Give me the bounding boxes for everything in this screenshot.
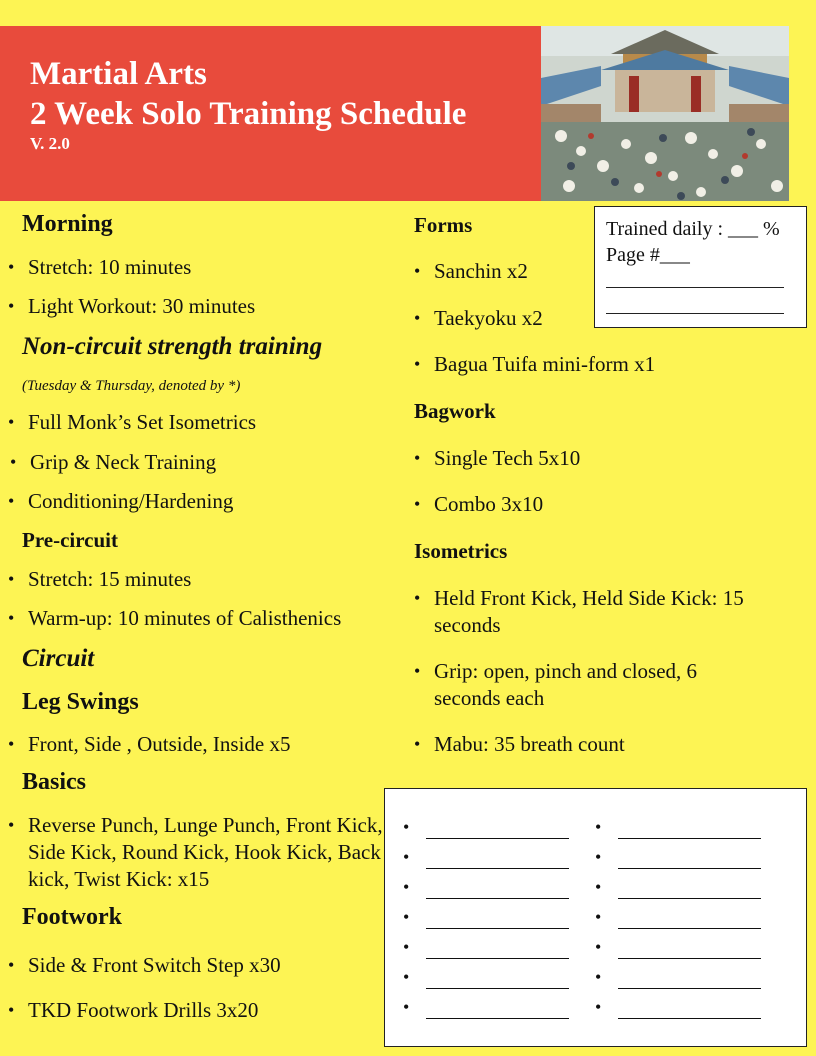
leg-swings-heading: Leg Swings [22, 689, 139, 715]
list-item-text: Combo 3x10 [434, 492, 544, 516]
blank-line[interactable] [426, 898, 569, 899]
bullet-icon: • [8, 955, 15, 975]
list-item-text: Grip: open, pinch and closed, 6 seconds each [434, 659, 698, 710]
title-line-1: Martial Arts [30, 56, 207, 92]
non-circuit-heading: Non-circuit strength training [22, 333, 323, 360]
page-title [30, 54, 466, 134]
bullet-icon: • [403, 907, 410, 927]
blank-line[interactable] [618, 868, 761, 869]
list-item-text: Held Front Kick, Held Side Kick: 15 seconds [434, 586, 744, 637]
bullet-icon: • [403, 877, 410, 897]
bullet-icon: • [595, 847, 602, 867]
bullet-icon: • [595, 937, 602, 957]
bullet-icon: • [8, 734, 15, 754]
bullet-icon: • [414, 354, 421, 374]
list-item-text: Sanchin x2 [434, 259, 528, 283]
blank-line[interactable] [618, 838, 761, 839]
bullet-icon: • [8, 815, 15, 835]
blank-line[interactable] [426, 988, 569, 989]
blank-line[interactable] [426, 958, 569, 959]
blank-line[interactable] [618, 1018, 761, 1019]
blank-line[interactable] [618, 898, 761, 899]
list-item-text: Bagua Tuifa mini-form x1 [434, 352, 656, 376]
list-item-text: TKD Footwork Drills 3x20 [28, 998, 259, 1022]
bullet-icon: • [414, 494, 421, 514]
version-label: V. 2.0 [30, 134, 70, 153]
bullet-icon: • [8, 296, 15, 316]
footwork-heading: Footwork [22, 904, 122, 930]
bullet-icon: • [8, 608, 15, 628]
bullet-icon: • [8, 491, 15, 511]
list-item-text: Warm-up: 10 minutes of Calisthenics [28, 606, 342, 630]
blank-line[interactable] [618, 988, 761, 989]
blank-line[interactable] [426, 1018, 569, 1019]
blank-line[interactable] [618, 958, 761, 959]
list-item-text: Full Monk’s Set Isometrics [28, 410, 257, 434]
bullet-icon: • [403, 847, 410, 867]
bullet-icon: • [414, 661, 421, 681]
list-item-text: Conditioning/Hardening [28, 489, 234, 513]
bullet-icon: • [595, 817, 602, 837]
list-item-text: Taekyoku x2 [434, 306, 543, 330]
list-item-text: Side & Front Switch Step x30 [28, 953, 281, 977]
bullet-icon: • [403, 937, 410, 957]
trained-daily-field[interactable]: Trained daily : ___ % [606, 218, 780, 240]
blank-line[interactable] [606, 287, 784, 288]
circuit-heading: Circuit [22, 645, 95, 672]
bagwork-heading: Bagwork [414, 399, 496, 423]
bullet-icon: • [8, 1000, 15, 1020]
pre-circuit-heading: Pre-circuit [22, 528, 119, 552]
list-item-text: Single Tech 5x10 [434, 446, 581, 470]
bullet-icon: • [403, 997, 410, 1017]
bullet-icon: • [8, 257, 15, 277]
blank-line[interactable] [426, 838, 569, 839]
bullet-icon: • [403, 817, 410, 837]
title-line-2: 2 Week Solo Training Schedule [30, 96, 467, 132]
header-banner [0, 26, 789, 201]
bullet-icon: • [414, 734, 421, 754]
blank-line[interactable] [606, 313, 784, 314]
list-item-text: Grip & Neck Training [30, 450, 217, 474]
page-number-field[interactable]: Page #___ [606, 244, 690, 266]
morning-heading: Morning [22, 211, 113, 237]
bullet-icon: • [10, 452, 17, 472]
forms-heading: Forms [414, 213, 473, 237]
basics-heading: Basics [22, 769, 87, 795]
tracking-box [594, 206, 807, 328]
list-item-text: Mabu: 35 breath count [434, 732, 625, 756]
bullet-icon: • [414, 261, 421, 281]
bullet-icon: • [414, 588, 421, 608]
bullet-icon: • [595, 877, 602, 897]
bullet-icon: • [595, 997, 602, 1017]
temple-painting-image [541, 26, 789, 201]
blank-line[interactable] [426, 928, 569, 929]
bullet-icon: • [414, 448, 421, 468]
blank-line[interactable] [618, 928, 761, 929]
bullet-icon: • [8, 412, 15, 432]
bullet-icon: • [595, 907, 602, 927]
bullet-icon: • [8, 569, 15, 589]
non-circuit-note: (Tuesday & Thursday, denoted by *) [22, 378, 241, 394]
notes-lines-box [384, 788, 807, 1047]
blank-line[interactable] [426, 868, 569, 869]
list-item-text: Light Workout: 30 minutes [28, 294, 256, 318]
list-item-text: Reverse Punch, Lunge Punch, Front Kick, Side Kick, Round Kick, Hook Kick, Back kick, Twist Kick: x15 [28, 813, 383, 891]
bullet-icon: • [403, 967, 410, 987]
bullet-icon: • [595, 967, 602, 987]
list-item-text: Stretch: 15 minutes [28, 567, 192, 591]
list-item-text: Front, Side , Outside, Inside x5 [28, 732, 291, 756]
bullet-icon: • [414, 308, 421, 328]
isometrics-heading: Isometrics [414, 539, 508, 563]
list-item-text: Stretch: 10 minutes [28, 255, 192, 279]
